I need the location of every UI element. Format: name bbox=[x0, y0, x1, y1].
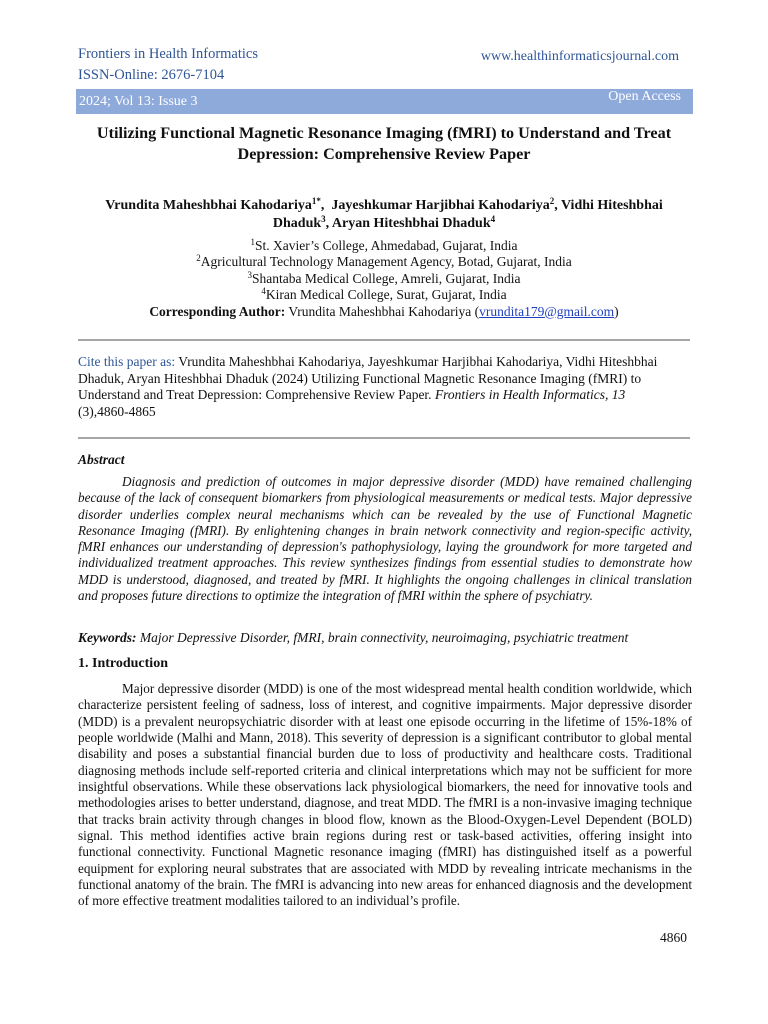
affiliation-superscript: 2 bbox=[196, 253, 201, 264]
corresponding-label: Corresponding Author: bbox=[149, 303, 286, 319]
journal-website-link[interactable]: www.healthinformaticsjournal.com bbox=[480, 49, 679, 64]
keywords bbox=[78, 630, 692, 646]
abstract-heading: Abstract bbox=[78, 452, 125, 467]
affiliation-line bbox=[78, 287, 690, 303]
introduction-text: Major depressive disorder (MDD) is one of the most widespread mental health condition worldwide, which characterize persistent feeling of sadness, loss of interest, and cognitive impairments. Major depressive disorder (MDD) is a prevalent neuropsychiatric disorder with at least one episode occurring in the lifetime of 15%-18% of people worldwide (Malhi and Mann, 2018). This severity of depression is a significant contributor to global mental disability and poses a substantial financial burden due to loss of productivity and healthcare costs. Traditional diagnosing methods include self-reported criteria and clinical interpretations which may not be sufficient for more insightful observations. While these observations lack physiological biomarkers, the need for innovative tools and methodologies arises to better understand, diagnose, and treat MDD. The fMRI is a non-invasive imaging technique that tracks brain activity through changes in blood flow, known as the Blood-Oxygen-Level Dependent (BOLD) signal. This method identifies active brain regions during rest or task-based activities, offering insight into functional connectivity. Functional Magnetic resonance imaging (fMRI) has distinguished itself as a powerful equipment for exploring neural substrates that are associated with MDD by revealing intricate mechanisms in the functional anatomy of the brain. The fMRI is advancing into new areas for enhanced diagnosis and the development of more effective treatment modalities tailored to an individual’s profile. bbox=[78, 681, 692, 909]
affiliation-superscript: 3 bbox=[247, 269, 253, 280]
keywords-label: Keywords: bbox=[78, 630, 137, 645]
affiliations bbox=[78, 238, 690, 320]
author-name: Vidhi Hiteshbhai Dhaduk bbox=[272, 198, 663, 231]
affiliation-text: Agricultural Technology Management Agency, Botad, Gujarat, India bbox=[200, 254, 572, 270]
page-number: 4860 bbox=[660, 930, 687, 945]
journal-issn: ISSN-Online: 2676-7104 bbox=[78, 67, 225, 83]
author-list: Vrundita Maheshbhai Kahodariya$^{1*}$, Jayeshkumar Harjibhai Kahodariya$^2$, Vidhi Hiteshbhai Dhaduk$^3$, Aryan Hiteshbhai Dhaduk$^4$ bbox=[105, 196, 663, 231]
author-name: Vrundita Maheshbhai Kahodariya bbox=[105, 198, 312, 213]
keywords-text: Major Depressive Disorder, fMRI, brain connectivity, neuroimaging, psychiatric treatment bbox=[139, 630, 629, 645]
citation-text: Vrundita Maheshbhai Kahodariya, Jayeshkumar Harjibhai Kahodariya, Vidhi Hiteshbhai Dhaduk, Aryan Hiteshbhai Dhaduk (2024) Utilizing Functional Magnetic Resonance Imaging (fMRI) to Understand and Treat Depression: Comprehensive Review Paper. bbox=[78, 354, 658, 402]
citation-journal: Frontiers in Health Informatics, 13 bbox=[434, 387, 626, 402]
open-access-label: Open Access bbox=[608, 89, 681, 104]
affiliation-line bbox=[78, 271, 690, 287]
abstract-text: Diagnosis and prediction of outcomes in major depressive disorder (MDD) have remained challenging because of the lack of consequent biomarkers from physiological measurements or medical tests. Major depressive disorder underlies complex neural mechanisms which can be revealed by the use of Functional Magnetic Resonance Imaging (fMRI). By enlightening changes in brain network connectivity and region-specific activity, fMRI enhances our understanding of depression's pathophysiology, laying the groundwork for more targeted and individualized treatment approaches. This review synthesizes findings from essential studies to demonstrate how MDD is understood, diagnosed, and treated by fMRI. It highlights the ongoing challenges in clinical translation and proposes future directions to optimize the integration of fMRI within the sphere of psychiatry. bbox=[78, 474, 692, 604]
author-superscript: 4 bbox=[490, 214, 496, 224]
affiliation-line bbox=[78, 254, 690, 270]
divider bbox=[78, 339, 690, 341]
email-link[interactable]: vrundita179@gmail.com bbox=[479, 303, 615, 319]
affiliation-text: St. Xavier’s College, Ahmedabad, Gujarat, India bbox=[254, 238, 518, 253]
corresponding-author: Corresponding Author: Vrundita Maheshbhai Kahodariya (vrundita179@gmail.com) bbox=[149, 303, 619, 319]
issue-info: 2024; Vol 13: Issue 3 bbox=[79, 94, 198, 109]
affiliation-superscript: 4 bbox=[261, 286, 266, 297]
affiliation-line bbox=[78, 238, 690, 254]
affiliation-text: Kiran Medical College, Surat, Gujarat, India bbox=[265, 287, 507, 303]
journal-name: Frontiers in Health Informatics bbox=[78, 46, 258, 62]
affiliation-text: Shantaba Medical College, Amreli, Gujarat, India bbox=[252, 270, 521, 286]
corresponding-name: Vrundita Maheshbhai Kahodariya bbox=[288, 303, 472, 319]
author-superscript: 2 bbox=[549, 196, 555, 206]
paper-title: Utilizing Functional Magnetic Resonance Imaging (fMRI) to Understand and Treat Depression: Comprehensive Review Paper bbox=[96, 124, 672, 163]
author-name: Jayeshkumar Harjibhai Kahodariya bbox=[331, 198, 550, 213]
divider bbox=[78, 437, 690, 439]
issue-bar bbox=[76, 89, 693, 114]
author-superscript: 3 bbox=[321, 214, 326, 224]
affiliation-superscript: 1 bbox=[250, 237, 255, 247]
citation-pages: (3),4860-4865 bbox=[78, 403, 156, 419]
author-name: Aryan Hiteshbhai Dhaduk bbox=[331, 216, 491, 231]
citation-label: Cite this paper as: bbox=[78, 354, 176, 369]
author-superscript: 1* bbox=[311, 196, 321, 206]
citation bbox=[78, 354, 693, 420]
section-heading: 1. Introduction bbox=[78, 656, 168, 671]
